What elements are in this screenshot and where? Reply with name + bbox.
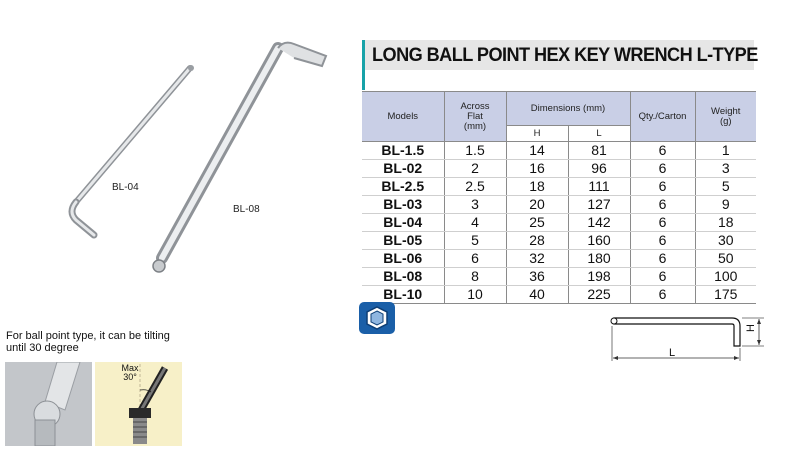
cell-qty: 6 [630,178,695,196]
cell-across-flat: 10 [444,286,506,304]
cell-model: BL-2.5 [362,178,444,196]
cell-weight: 9 [695,196,756,214]
hex-socket-icon [359,302,395,334]
header-qty: Qty./Carton [630,92,695,142]
table-row [362,178,756,196]
large-wrench-label: BL-08 [233,204,260,215]
cell-h: 28 [506,232,568,250]
cell-qty: 6 [630,286,695,304]
header-dimensions: Dimensions (mm) [506,92,630,126]
cell-model: BL-1.5 [362,142,444,160]
l-dimension-label: L [669,347,676,359]
header-weight: Weight (g) [695,92,756,142]
cell-weight: 5 [695,178,756,196]
cell-weight: 1 [695,142,756,160]
small-wrench-label: BL-04 [112,182,139,193]
h-dimension-label: H [745,324,757,332]
cell-l: 142 [568,214,630,232]
cell-across-flat: 4 [444,214,506,232]
cell-across-flat: 2.5 [444,178,506,196]
cell-l: 160 [568,232,630,250]
table-row [362,268,756,286]
header-l: L [568,126,630,142]
cell-h: 36 [506,268,568,286]
cell-l: 111 [568,178,630,196]
cell-weight: 50 [695,250,756,268]
cell-weight: 18 [695,214,756,232]
cell-qty: 6 [630,232,695,250]
page-title: LONG BALL POINT HEX KEY WRENCH L-TYPE [372,44,758,66]
table-row [362,250,756,268]
cell-weight: 175 [695,286,756,304]
cell-h: 16 [506,160,568,178]
cell-model: BL-05 [362,232,444,250]
cell-qty: 6 [630,214,695,232]
cell-l: 198 [568,268,630,286]
ball-point-note: For ball point type, it can be tilting until 30 degree [6,330,170,354]
cell-l: 180 [568,250,630,268]
cell-across-flat: 5 [444,232,506,250]
cell-l: 96 [568,160,630,178]
cell-across-flat: 3 [444,196,506,214]
table-row [362,286,756,304]
header-h: H [506,126,568,142]
cell-weight: 100 [695,268,756,286]
cell-across-flat: 2 [444,160,506,178]
max-angle-label: Max 30° [121,363,139,382]
cell-model: BL-08 [362,268,444,286]
title-accent-bar [362,40,365,90]
cell-model: BL-03 [362,196,444,214]
spec-table-body [362,142,756,304]
cell-qty: 6 [630,142,695,160]
cell-l: 127 [568,196,630,214]
cell-model: BL-02 [362,160,444,178]
cell-weight: 3 [695,160,756,178]
header-models: Models [362,92,444,142]
cell-h: 32 [506,250,568,268]
wrench-illustration [40,30,340,290]
cell-qty: 6 [630,268,695,286]
table-row [362,160,756,178]
dimension-diagram [604,308,774,366]
table-row [362,232,756,250]
table-row [362,196,756,214]
cell-l: 81 [568,142,630,160]
header-across-flat: Across Flat (mm) [444,92,506,142]
small-wrench-image [72,65,194,235]
cell-model: BL-06 [362,250,444,268]
table-row [362,214,756,232]
cell-l: 225 [568,286,630,304]
cell-qty: 6 [630,160,695,178]
cell-across-flat: 1.5 [444,142,506,160]
cell-h: 14 [506,142,568,160]
table-row [362,142,756,160]
spec-table [362,91,756,304]
cell-qty: 6 [630,250,695,268]
cell-h: 20 [506,196,568,214]
cell-model: BL-10 [362,286,444,304]
cell-qty: 6 [630,196,695,214]
cell-across-flat: 6 [444,250,506,268]
cell-across-flat: 8 [444,268,506,286]
cell-model: BL-04 [362,214,444,232]
cell-h: 18 [506,178,568,196]
cell-h: 40 [506,286,568,304]
ball-point-photo [5,362,92,446]
cell-weight: 30 [695,232,756,250]
cell-h: 25 [506,214,568,232]
